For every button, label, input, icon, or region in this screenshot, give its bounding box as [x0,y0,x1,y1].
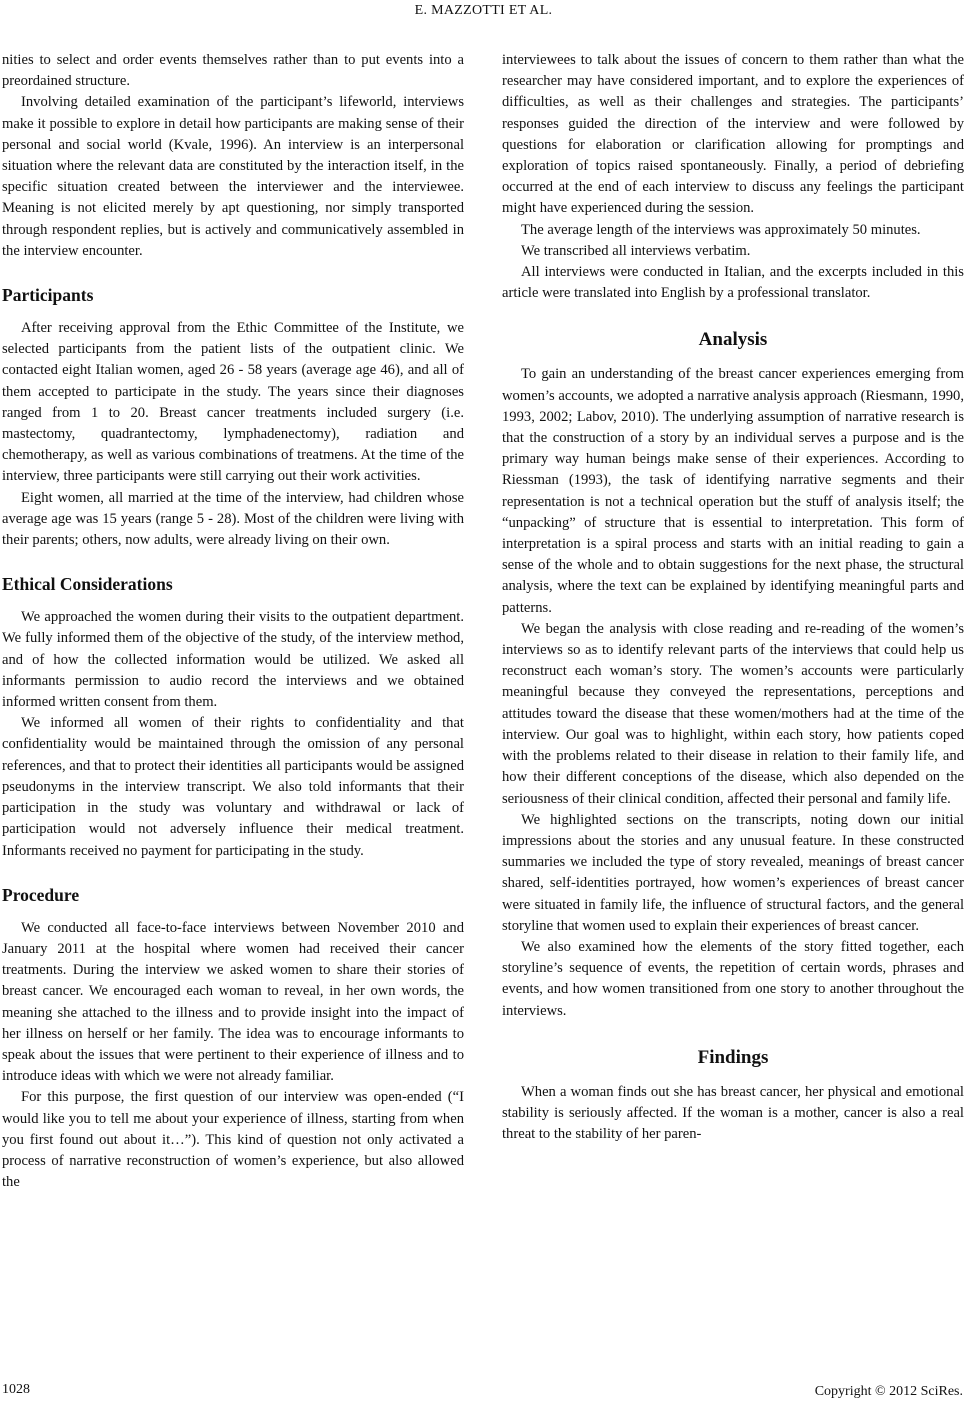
running-head: E. MAZZOTTI ET AL. [414,3,553,18]
paragraph-italian: All interviews were conducted in Italian, and the excerpts included in this article were translated into English by a professional translator. [502,264,964,302]
paragraph-interviews: Involving detailed examination of the participant’s lifeworld, interviews make it possible to explore in detail how participants are making sense of their personal and social world (Kvale, 1996). An interview is an interpersonal situation where the relevant data are constituted by the interaction itself, in the specific situation created between the interviewer and the interviewee. Meaning is not elicited merely by apt questioning, nor simply transported through respondent replies, but is actively and communicatively assembled in the interview encounter. [2,94,464,259]
paragraph-intro: nities to select and order events themselves rather than to put events into a preordained structure. [2,52,464,90]
paragraph-interview-length: The average length of the interviews was approximately 50 minutes. [521,221,921,238]
paragraph-analysis-1: To gain an understanding of the breast cancer experiences emerging from women’s accounts, we adopted a narrative analysis approach (Riesmann, 1990, 1993, 2002; Labov, 2010). The underlying assumption of narrative research is that the construction of a story by an individual serves a purpose and is the primary way human beings make sense of their experiences. According to Riessman (1993), the task of identifying narrative segments and their representation is not a technical operation but the stuff of analysis itself; the “unpacking” of structure that is essential to interpretation. This form of interpretation is a spiral process and starts with an initial reading to gain a sense of the whole and to obtain suggestions for the next phase, the structural analysis, where the text can be explained by identifying meaningful parts and patterns. [502,366,964,616]
paragraph-ethical-2: We informed all women of their rights to confidentiality and that confidentiality would be maintained through the omission of any personal references, and that to protect their identities all participants would be assigned pseudonyms in the interview transcript. We also told informants that their participation in the study was voluntary and withdrawal or lack of participation would not adversely influence their medical treatment. Informants received no payment for participating in the study. [2,715,464,859]
heading-participants: Participants [2,285,94,306]
heading-procedure: Procedure [2,884,80,905]
paragraph-participants-2: Eight women, all married at the time of the interview, had children whose average age was 15 years (range 5 - 28). Most of the children were living with their parents; others, now adults, were already living on their own. [2,489,464,549]
page-number: 1028 [2,1382,30,1397]
paragraph-analysis-4: We also examined how the elements of the story fitted together, each storyline’s sequence of events, the repetition of certain words, phrases and events, and how women transitioned from one story to another throughout the interviews. [502,938,964,1019]
paragraph-continued: interviewees to talk about the issues of concern to them rather than what the researcher may have considered important, and to explore the experiences of difficulties, as well as their challenges and strategies. The participants’ responses guided the direction of the interview and were followed by questions for elaboration or clarification allowing for promptings and exploration of topics raised spontaneously. Finally, a period of debriefing occurred at the end of each interview to discuss any feelings the participant might have experienced during the session. [502,52,964,217]
paragraph-analysis-3: We highlighted sections on the transcripts, noting down our initial impressions about the stories and any unusual feature. In these constructed summaries we included the type of story revealed, meanings of breast cancer shared, self-identities portrayed, how women’s experiences of breast cancer were situated in family life, the influence of structural factors, and the general storyline that women used to explain their experiences of breast cancer. [502,811,964,934]
left-column [2,50,464,1193]
paragraph-transcribed: We transcribed all interviews verbatim. [521,242,751,259]
right-column [502,50,964,1145]
paragraph-ethical-1: We approached the women during their visits to the outpatient department. We fully informed them of the objective of the study, of the interview method, and of how the collected information would be utilized. We asked all informants permission to audio record the interviews and we obtained informed written consent from them. [2,609,464,711]
paragraph-participants-1: After receiving approval from the Ethic Committee of the Institute, we selected participants from the patient lists of the outpatient clinic. We contacted eight Italian women, aged 26 - 58 years (average age 46), and all of them accepted to participate in the study. The years since their diagnoses ranged from 1 to 20. Breast cancer treatments included surgery (i.e. mastectomy, quadrantectomy, lymphadenectomy), radiation and chemotherapy, as well as various combinations of treatmens. At the time of the interview, three participants were still carrying out their work activities. [2,320,464,485]
heading-findings: Findings [697,1046,769,1068]
heading-ethical-considerations: Ethical Considerations [2,574,173,595]
paragraph-procedure-1: We conducted all face-to-face interviews between November 2010 and January 2011 at the hospital where women had received their cancer treatments. During the interview we asked women to share their stories of breast cancer. We encouraged each woman to reveal, in her own words, the meaning she attached to the illness and to provide insight into the impact of her illness on herself or her family. The idea was to encourage informants to speak about the issues that were pertinent to their experience of illness and to introduce ideas with which we were not already familiar. [2,919,464,1085]
paragraph-analysis-2: We began the analysis with close reading and re-reading of the women’s interviews so as to identify relevant parts of the interviews that could help us reconstruct each woman’s story. The women’s accounts were particularly meaningful because they conveyed the representations, perceptions and attitudes toward the disease that these women/mothers had at the time of the interview. Our goal was to highlight, within each story, how patients coped with the problems related to their disease in relation to their family life, and how their different conceptions of the disease, which also depended on the seriousness of their clinical condition, affected their personal and family life. [502,620,964,807]
copyright-notice: Copyright © 2012 SciRes. [814,1384,963,1399]
paragraph-procedure-2: For this purpose, the first question of our interview was open-ended (“I would like you to tell me about your experience of illness, starting from when you first found out about it…”). This kind of question not only activated a process of narrative reconstruction of women’s experience, but also allowed the [2,1089,464,1191]
heading-analysis: Analysis [698,329,768,351]
paragraph-findings-1: When a woman finds out she has breast cancer, her physical and emotional stability is seriously affected. If the woman is a mother, cancer is also a real threat to the stability of her paren- [502,1083,964,1143]
